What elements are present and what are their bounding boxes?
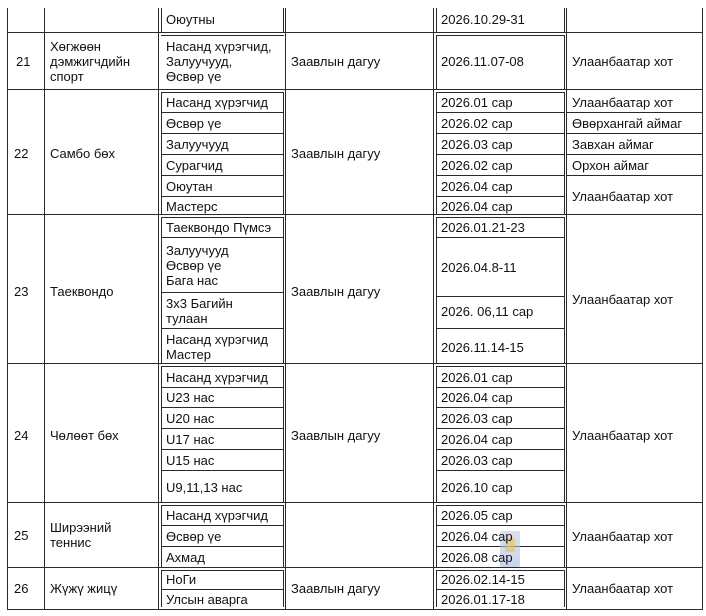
sport-name: Чөлөөт бөх — [50, 428, 119, 443]
row-border-22 — [7, 214, 703, 215]
category-box-left-top — [161, 8, 162, 32]
date-cell: 2026.03 сар — [441, 453, 513, 468]
category-cell: Ахмад — [166, 550, 205, 565]
date-cell: 2026.02 сар — [441, 158, 513, 173]
category-box-left-25 — [161, 505, 162, 567]
date-box-right-top — [564, 8, 565, 32]
subrow-line — [436, 154, 565, 155]
date-cell: 2026.05 сар — [441, 508, 513, 523]
date-cell: 2026.04 сар — [441, 529, 513, 544]
date-cell: 2026.02.14-15 — [441, 572, 525, 587]
location-cell: Улаанбаатар хот — [572, 581, 674, 596]
subrow-line — [436, 237, 565, 238]
category-rule-22 — [161, 92, 284, 93]
category-box-right-25 — [283, 505, 284, 567]
location-cell: Улаанбаатар хот — [572, 95, 674, 110]
category-cell: Насанд хүрэгчид, Залуучууд, Өсвөр үе — [166, 39, 272, 84]
subrow-line — [161, 387, 284, 388]
date-box-left-23 — [436, 217, 437, 363]
date-cell: 2026.02 сар — [441, 116, 513, 131]
date-box-left-25 — [436, 505, 437, 567]
date-cell: 2026.04 сар — [441, 432, 513, 447]
table-border-left — [7, 8, 8, 609]
subrow-line — [161, 428, 284, 429]
row-number: 24 — [14, 428, 29, 443]
date-cell: 2026.01.21-23 — [441, 220, 525, 235]
subrow-line — [161, 449, 284, 450]
subrow-line — [436, 589, 565, 590]
date-cell: 2026.11.14-15 — [441, 340, 524, 355]
category-rule-top — [161, 35, 284, 36]
date-rule-25 — [436, 505, 565, 506]
category-cell: Таеквондо Пүмсэ — [166, 220, 272, 235]
subrow-line — [161, 133, 284, 134]
subrow-line — [436, 133, 565, 134]
category-cell: Сурагчид — [166, 158, 223, 173]
category-cell: Насанд хүрэгчид — [166, 508, 268, 523]
subrow-line — [161, 525, 284, 526]
subrow-line — [161, 237, 284, 238]
subrow-line — [161, 589, 284, 590]
row-number: 22 — [14, 146, 29, 161]
row-border-bottom — [7, 609, 703, 610]
date-cell: 2026.10 сар — [441, 480, 513, 495]
location-cell: Улаанбаатар хот — [572, 529, 674, 544]
sport-name: Таеквондо — [50, 284, 114, 299]
row-border-top — [7, 32, 703, 33]
subrow-line — [436, 407, 565, 408]
date-cell: 2026.11.07-08 — [441, 54, 524, 69]
date-cell: 2026.04 сар — [441, 179, 513, 194]
subrow-line — [161, 112, 284, 113]
subrow-line — [161, 470, 284, 471]
sport-name: Хөгжөөн дэмжигчдийн спорт — [50, 39, 131, 84]
category-cell: Насанд хүрэгчид — [166, 95, 268, 110]
selection-cell: Заавлын дагуу — [291, 146, 381, 161]
table-border-right — [702, 8, 703, 609]
category-rule-23 — [161, 217, 284, 218]
date-cell: 2026.08 сар — [441, 550, 513, 565]
subrow-line — [161, 175, 284, 176]
subrow-line — [161, 154, 284, 155]
date-cell: 2026.01 сар — [441, 95, 513, 110]
date-cell: 2026.03 сар — [441, 411, 513, 426]
location-cell: Улаанбаатар хот — [572, 428, 674, 443]
date-cell: 2026.01.17-18 — [441, 592, 525, 607]
category-cell: НоГи — [166, 572, 197, 587]
category-cell: Насанд хүрэгчид — [166, 370, 268, 385]
selection-cell: Заавлын дагуу — [291, 284, 381, 299]
location-cell: Орхон аймаг — [572, 158, 649, 173]
category-cell: Өсвөр үе — [166, 529, 222, 544]
category-cell: Улсын аварга — [166, 592, 248, 607]
sport-name: Ширээний теннис — [50, 520, 112, 550]
row-number: 26 — [14, 581, 29, 596]
date-rule-top — [436, 35, 565, 36]
row-number: 23 — [14, 284, 29, 299]
category-box-right-top — [283, 8, 284, 32]
category-cell: Залуучууд — [166, 137, 229, 152]
subrow-line — [161, 196, 284, 197]
category-cell: Залуучууд Өсвөр үе Бага нас — [166, 243, 229, 288]
row-border-25 — [7, 567, 703, 568]
subrow-line — [566, 154, 702, 155]
subrow-line — [161, 546, 284, 547]
row-border-24 — [7, 502, 703, 503]
subrow-line — [566, 133, 702, 134]
subrow-line — [161, 328, 284, 329]
row-number: 25 — [14, 528, 29, 543]
date-cell: 2026. 06,11 сар — [441, 304, 534, 319]
category-cell: U23 нас — [166, 390, 215, 405]
subrow-line — [436, 449, 565, 450]
category-cell: U17 нас — [166, 432, 215, 447]
row-border-21 — [7, 89, 703, 90]
date-box-left-top — [436, 8, 437, 32]
subrow-line — [436, 196, 565, 197]
category-cell: Оюутан — [166, 179, 213, 194]
row-number: 21 — [16, 54, 31, 69]
category-cell: Оюутны — [166, 12, 215, 27]
column-divider-date-right — [566, 8, 567, 609]
selection-cell: Заавлын дагуу — [291, 581, 381, 596]
date-cell: 2026.04 сар — [441, 199, 513, 214]
subrow-line — [436, 525, 565, 526]
selection-cell: Заавлын дагуу — [291, 54, 381, 69]
category-cell: U15 нас — [166, 453, 215, 468]
date-box-right-23 — [564, 217, 565, 363]
subrow-line — [436, 470, 565, 471]
category-rule-26 — [161, 570, 284, 571]
column-divider-date-left — [433, 8, 434, 609]
date-cell: 2026.03 сар — [441, 137, 513, 152]
column-divider-sport — [44, 8, 45, 609]
subrow-line — [161, 292, 284, 293]
location-cell: Завхан аймаг — [572, 137, 654, 152]
date-box-right-21 — [564, 35, 565, 89]
column-divider-selection — [285, 8, 286, 609]
subrow-line — [161, 407, 284, 408]
category-cell: U20 нас — [166, 411, 215, 426]
subrow-line — [436, 387, 565, 388]
category-cell: Насанд хүрэгчид Мастер — [166, 332, 268, 362]
location-cell: Улаанбаатар хот — [572, 54, 674, 69]
selection-cell: Заавлын дагуу — [291, 428, 381, 443]
subrow-line — [436, 296, 565, 297]
subrow-line — [566, 175, 702, 176]
category-cell: Мастерс — [166, 199, 218, 214]
sport-name: Жүжү жицү — [50, 581, 118, 596]
date-box-left-21 — [436, 35, 437, 89]
date-cell: 2026.10.29-31 — [441, 12, 525, 27]
category-rule-25 — [161, 505, 284, 506]
date-rule-26 — [436, 570, 565, 571]
date-rule-22 — [436, 92, 565, 93]
date-cell: 2026.04.8-11 — [441, 260, 517, 275]
subrow-line — [436, 428, 565, 429]
category-rule-24 — [161, 366, 284, 367]
category-cell: U9,11,13 нас — [166, 480, 243, 495]
category-box-left-23 — [161, 217, 162, 363]
category-cell: Өсвөр үе — [166, 116, 222, 131]
location-cell: Улаанбаатар хот — [572, 292, 674, 307]
date-rule-23 — [436, 217, 565, 218]
date-cell: 2026.01 сар — [441, 370, 513, 385]
date-cell: 2026.04 сар — [441, 390, 513, 405]
subrow-line — [436, 175, 565, 176]
subrow-line — [436, 112, 565, 113]
category-cell: 3х3 Багийн тулаан — [166, 296, 233, 326]
location-cell: Өвөрхангай аймаг — [572, 116, 683, 131]
location-cell: Улаанбаатар хот — [572, 189, 674, 204]
category-box-right-23 — [283, 217, 284, 363]
date-box-right-25 — [564, 505, 565, 567]
row-border-23 — [7, 363, 703, 364]
subrow-line — [436, 328, 565, 329]
subrow-line — [566, 112, 702, 113]
date-rule-24 — [436, 366, 565, 367]
column-divider-category — [158, 8, 159, 609]
sport-name: Самбо бөх — [50, 146, 116, 161]
